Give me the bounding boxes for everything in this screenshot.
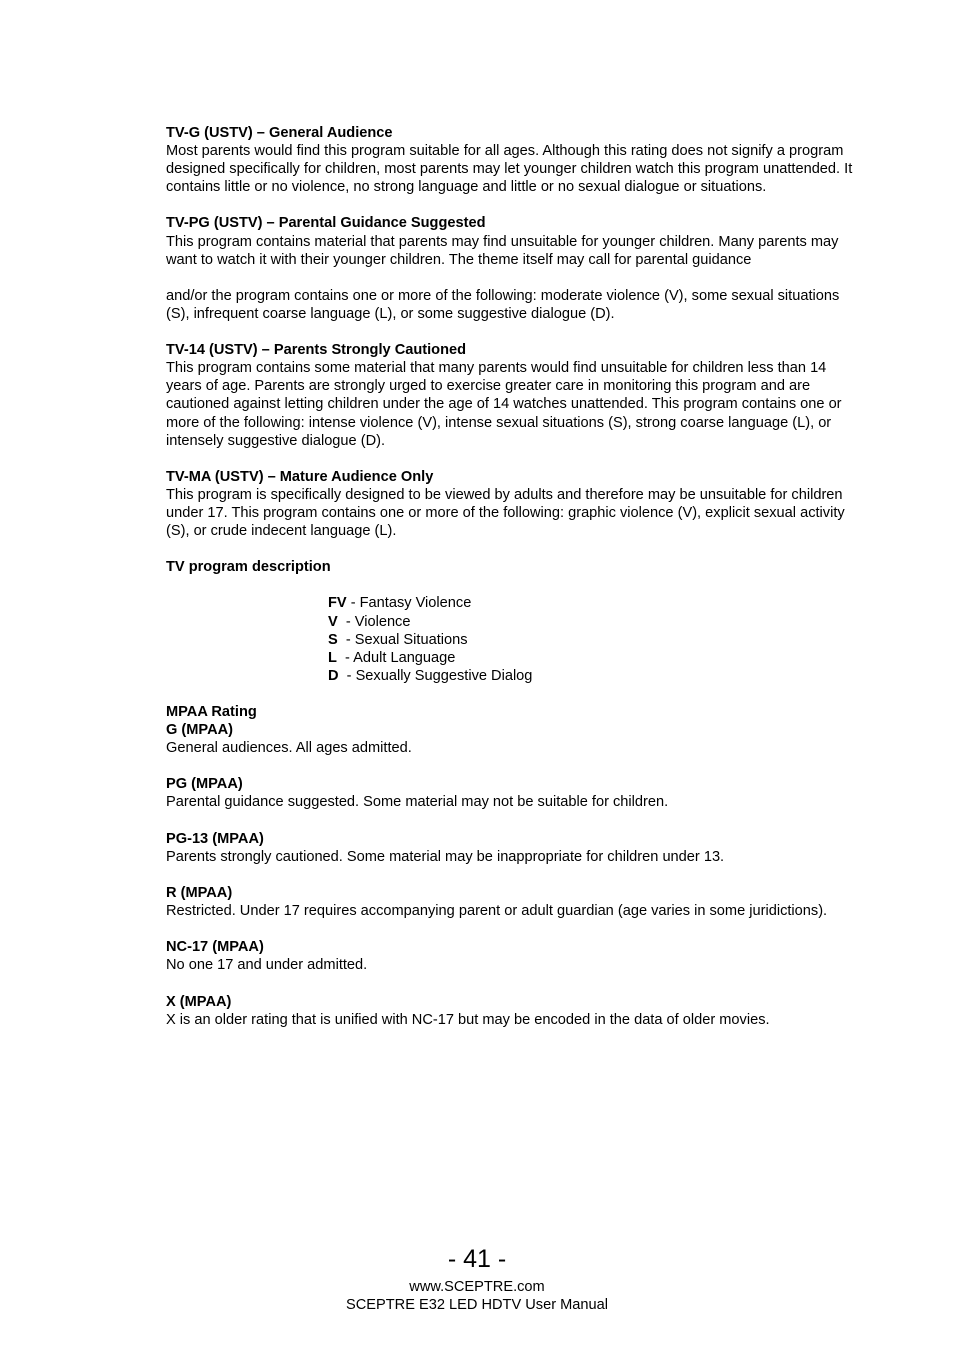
description-item bbox=[328, 667, 866, 685]
mpaa-rating-heading: R (MPAA) bbox=[166, 884, 233, 901]
program-description-list bbox=[328, 594, 866, 684]
mpaa-rating-description: General audiences. All ages admitted. bbox=[166, 740, 412, 757]
rating-section-tv-ma bbox=[166, 468, 866, 540]
mpaa-rating-description: Parental guidance suggested. Some material may not be suitable for children. bbox=[166, 794, 669, 811]
program-description-heading: TV program description bbox=[166, 559, 331, 576]
mpaa-section-pg bbox=[166, 775, 866, 811]
description-code: D bbox=[328, 667, 339, 684]
mpaa-section-r bbox=[166, 884, 866, 920]
mpaa-section-nc-17 bbox=[166, 938, 866, 974]
rating-description: Most parents would find this program suitable for all ages. Although this rating does not signify a program designed specifically for children, most parents may let younger children watch this program unattended. It contains little or no violence, no strong language and little or no sexual dialogue or situations. bbox=[166, 143, 853, 196]
description-text: - Violence bbox=[337, 613, 411, 630]
page-number: - 41 - bbox=[447, 1245, 507, 1273]
description-code: S bbox=[328, 631, 338, 648]
mpaa-rating-heading: PG (MPAA) bbox=[166, 776, 243, 793]
description-item bbox=[328, 649, 866, 667]
description-text: - Fantasy Violence bbox=[346, 595, 472, 612]
description-item bbox=[328, 631, 866, 649]
mpaa-rating-heading: G (MPAA) bbox=[166, 722, 234, 739]
manual-page-content bbox=[166, 124, 866, 1047]
mpaa-rating-heading: X (MPAA) bbox=[166, 993, 232, 1010]
mpaa-rating-heading: NC-17 (MPAA) bbox=[166, 939, 264, 956]
rating-description: This program contains some material that many parents would find unsuitable for children less than 14 years of age. Parents are strongly urged to exercise greater care in monitoring this program and are cautioned against letting children under the age of 14 watches unattended. This program contains one or more of the following: intense violence (V), intense sexual situations (S), strong coarse language (L), or intensely suggestive dialogue (D). bbox=[166, 360, 842, 449]
mpaa-rating-description: No one 17 and under admitted. bbox=[166, 957, 368, 974]
mpaa-rating-description: X is an older rating that is unified with NC-17 but may be encoded in the data of older movies. bbox=[166, 1011, 770, 1028]
rating-description: This program contains material that parents may find unsuitable for younger children. Many parents may want to watch it with their younger children. The theme itself may call for parental guidance bbox=[166, 233, 839, 268]
rating-section-tv-14 bbox=[166, 341, 866, 450]
rating-section-tv-g bbox=[166, 124, 866, 196]
mpaa-section-x bbox=[166, 993, 866, 1029]
footer-url: www.SCEPTRE.com bbox=[409, 1279, 545, 1295]
description-text: - Adult Language bbox=[336, 649, 456, 666]
rating-heading: TV-MA (USTV) – Mature Audience Only bbox=[166, 468, 434, 485]
mpaa-section-g bbox=[166, 703, 866, 757]
footer-manual-title: SCEPTRE E32 LED HDTV User Manual bbox=[346, 1297, 608, 1313]
description-text: - Sexually Suggestive Dialog bbox=[338, 667, 533, 684]
rating-heading: TV-14 (USTV) – Parents Strongly Cautioned bbox=[166, 342, 467, 359]
rating-description: This program is specifically designed to be viewed by adults and therefore may be unsuitable for children under 17. This program contains one or more of the following: graphic violence (V), explicit sexual activity (S), or crude indecent language (L). bbox=[166, 486, 845, 540]
description-item bbox=[328, 613, 866, 631]
description-text: - Sexual Situations bbox=[337, 631, 468, 648]
description-code: L bbox=[328, 649, 337, 666]
rating-heading: TV-PG (USTV) – Parental Guidance Suggested bbox=[166, 215, 486, 232]
rating-section-tv-pg bbox=[166, 214, 866, 323]
rating-description-continued: and/or the program contains one or more of the following: moderate violence (V), some sexual situations (S), infrequent coarse language (L), or some suggestive dialogue (D). bbox=[166, 287, 840, 322]
program-description-heading-block bbox=[166, 558, 866, 576]
mpaa-rating-heading: PG-13 (MPAA) bbox=[166, 830, 264, 847]
description-code: FV bbox=[328, 595, 347, 612]
mpaa-rating-description: Parents strongly cautioned. Some material may be inappropriate for children under 13. bbox=[166, 848, 725, 865]
rating-heading: TV-G (USTV) – General Audience bbox=[166, 125, 393, 141]
mpaa-rating-description: Restricted. Under 17 requires accompanying parent or adult guardian (age varies in some juridictions). bbox=[166, 903, 828, 920]
description-code: V bbox=[328, 613, 338, 630]
mpaa-heading: MPAA Rating bbox=[166, 704, 257, 720]
description-item bbox=[328, 594, 866, 612]
mpaa-section-pg-13 bbox=[166, 830, 866, 866]
paragraph-gap bbox=[166, 269, 866, 287]
